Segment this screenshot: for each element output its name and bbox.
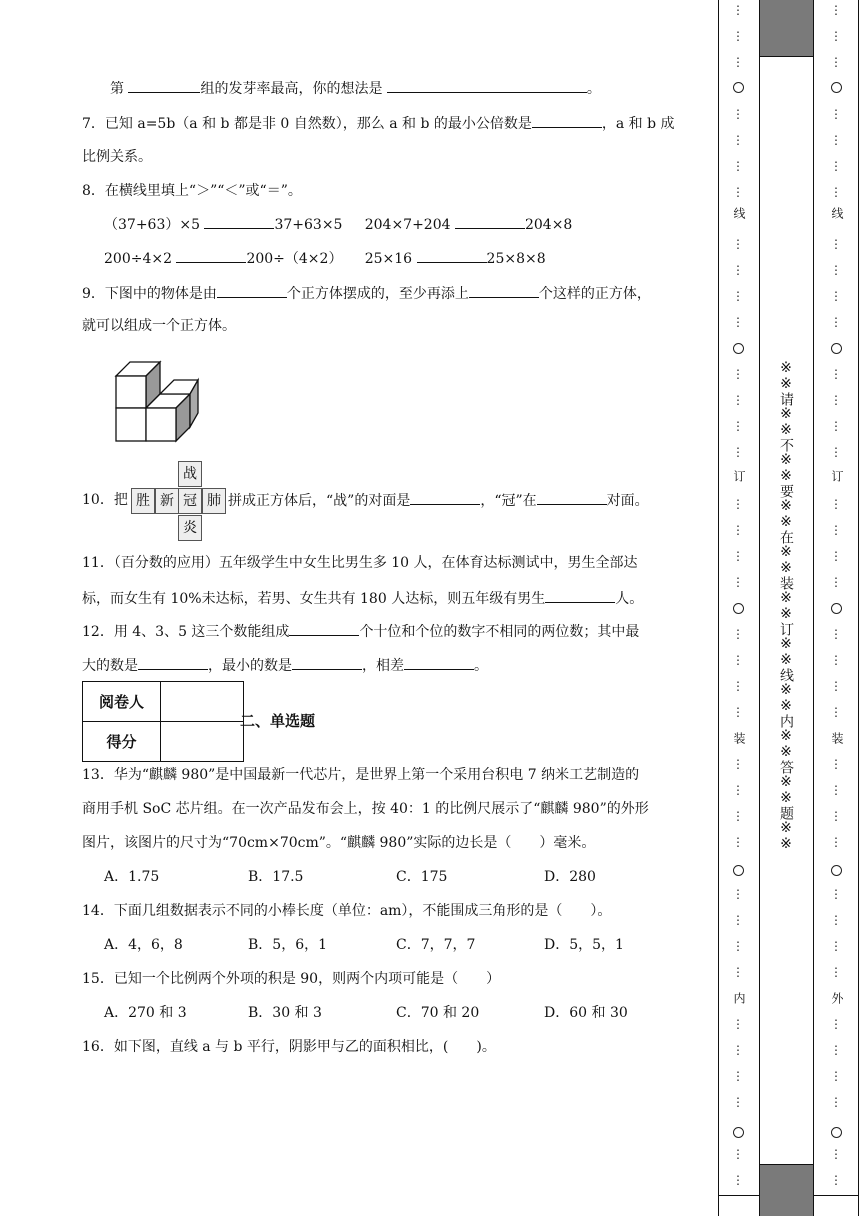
question-15: 15．已知一个比例两个外项的积是 90，则两个内项可能是（ ） [82, 971, 501, 987]
dotted-mark: ⋮ [732, 913, 744, 927]
dotted-mark: ⋮ [830, 575, 842, 589]
option-c[interactable]: C．70 和 20 [396, 1005, 480, 1021]
option-d[interactable]: D．60 和 30 [544, 1005, 628, 1021]
dotted-mark: ⋮ [830, 679, 842, 693]
dotted-mark: ⋮ [732, 107, 744, 121]
net-cell-bottom: 炎 [178, 515, 202, 541]
dotted-mark: ⋮ [830, 887, 842, 901]
dotted-mark: ⋮ [732, 809, 744, 823]
dotted-mark: ⋮ [830, 913, 842, 927]
option-d[interactable]: D．5，5，1 [544, 937, 624, 953]
dotted-mark: ⋮ [830, 1095, 842, 1109]
option-b[interactable]: B．5，6，1 [248, 937, 328, 953]
question-text: ，“冠”在 [480, 493, 537, 509]
dotted-mark: ⋮ [732, 55, 744, 69]
dotted-mark: ⋮ [830, 393, 842, 407]
binding-hole-icon [733, 603, 744, 614]
dotted-mark: ⋮ [732, 185, 744, 199]
binding-hole-icon [733, 82, 744, 93]
dotted-mark: ⋮ [732, 1173, 744, 1187]
question-10-a: 10．把 [82, 492, 128, 508]
dotted-mark: ⋮ [830, 107, 842, 121]
dotted-mark: ⋮ [732, 393, 744, 407]
dotted-mark: ⋮ [732, 679, 744, 693]
option-c[interactable]: C．175 [396, 869, 448, 885]
question-text: 人。 [615, 591, 644, 607]
question-11-cont [82, 588, 643, 609]
question-text: 。 [474, 658, 488, 674]
expr: 204×8 [524, 217, 573, 233]
net-cell-top: 战 [178, 461, 202, 487]
binding-hole-icon [831, 343, 842, 354]
dotted-mark: ⋮ [830, 445, 842, 459]
answer-blank[interactable] [410, 490, 480, 505]
dotted-mark: ⋮ [732, 1069, 744, 1083]
line-group-rate [110, 78, 601, 99]
outer-label: 订 [830, 470, 844, 482]
dotted-mark: ⋮ [830, 1069, 842, 1083]
dotted-mark: ⋮ [732, 887, 744, 901]
answer-blank[interactable] [417, 248, 487, 263]
dotted-mark: ⋮ [830, 549, 842, 563]
answer-blank[interactable] [537, 490, 607, 505]
dotted-mark: ⋮ [732, 367, 744, 381]
option-d[interactable]: D．280 [544, 869, 596, 885]
question-13-cont: 图片，该图片的尺寸为“70cm×70cm”。“麒麟 980”实际的边长是（ ）毫米。 [82, 835, 596, 851]
dotted-mark: ⋮ [732, 315, 744, 329]
answer-blank[interactable] [128, 78, 200, 93]
gray-block-top [760, 0, 813, 56]
dotted-mark: ⋮ [732, 757, 744, 771]
dotted-mark: ⋮ [732, 263, 744, 277]
question-8-row2 [104, 248, 546, 269]
net-cell: 肺 [202, 488, 226, 514]
dotted-mark: ⋮ [830, 159, 842, 173]
dotted-mark: ⋮ [732, 3, 744, 17]
answer-blank[interactable] [469, 283, 539, 298]
expr: 37+63×5 [274, 217, 343, 233]
dotted-mark: ⋮ [732, 237, 744, 251]
dotted-mark: ⋮ [732, 705, 744, 719]
border-line [760, 56, 813, 57]
inner-label: 订 [732, 470, 746, 482]
score-field[interactable] [161, 722, 244, 762]
inner-label: 装 [732, 732, 746, 744]
cube-stack-figure [110, 350, 210, 446]
answer-blank[interactable] [292, 655, 362, 670]
dotted-mark: ⋮ [830, 289, 842, 303]
dotted-mark: ⋮ [830, 783, 842, 797]
dotted-mark: ⋮ [732, 835, 744, 849]
dotted-mark: ⋮ [732, 627, 744, 641]
binding-hole-icon [831, 865, 842, 876]
border-line [813, 0, 814, 1216]
dotted-mark: ⋮ [830, 419, 842, 433]
reviewer-label: 阅卷人 [83, 682, 161, 722]
expr: 25×8×8 [486, 251, 546, 267]
section-title: 二、单选题 [240, 712, 316, 730]
answer-blank[interactable] [545, 588, 615, 603]
question-13-cont: 商用手机 SoC 芯片组。在一次产品发布会上，按 40：1 的比例尺展示了“麒麟 980”的外形 [82, 801, 649, 817]
answer-blank[interactable] [217, 283, 287, 298]
question-text: ，相差 [362, 658, 404, 674]
dotted-mark: ⋮ [732, 549, 744, 563]
dotted-mark: ⋮ [830, 705, 842, 719]
binding-hole-icon [831, 1127, 842, 1138]
dotted-mark: ⋮ [830, 367, 842, 381]
question-text: 7．已知 a=5b（a 和 b 都是非 0 自然数），那么 a 和 b 的最小公倍数是 [82, 116, 532, 132]
inner-label: 线 [732, 207, 746, 219]
outer-label: 线 [830, 207, 844, 219]
answer-blank[interactable] [138, 655, 208, 670]
question-10-b [228, 490, 649, 511]
dotted-mark: ⋮ [830, 523, 842, 537]
question-text: 个正方体摆成的，至少再添上 [286, 286, 469, 302]
dotted-mark: ⋮ [830, 653, 842, 667]
question-text: ，a 和 b 成 [601, 116, 675, 132]
dotted-mark: ⋮ [830, 939, 842, 953]
dotted-mark: ⋮ [732, 289, 744, 303]
dotted-mark: ⋮ [732, 1017, 744, 1031]
expr: （37+63）×5 [104, 217, 200, 233]
expr: 204×7+204 [364, 217, 451, 233]
dotted-mark: ⋮ [732, 29, 744, 43]
question-9-cont: 就可以组成一个正方体。 [82, 318, 236, 334]
dotted-mark: ⋮ [830, 1017, 842, 1031]
outer-label: 装 [830, 732, 844, 744]
question-text: 标，而女生有 10%未达标，若男、女生共有 180 人达标，则五年级有男生 [82, 591, 546, 607]
text: 第 [110, 81, 124, 97]
dotted-mark: ⋮ [732, 159, 744, 173]
dotted-mark: ⋮ [830, 1147, 842, 1161]
question-text: 9．下图中的物体是由 [82, 286, 217, 302]
dotted-mark: ⋮ [732, 445, 744, 459]
dotted-mark: ⋮ [732, 133, 744, 147]
text: 组的发芽率最高，你的想法是 [200, 81, 383, 97]
option-a[interactable]: A．270 和 3 [104, 1005, 187, 1021]
net-cell: 冠 [178, 488, 202, 514]
border-line [718, 0, 719, 1216]
dotted-mark: ⋮ [732, 419, 744, 433]
answer-blank[interactable] [404, 655, 474, 670]
question-text: 12．用 4、3、5 这三个数能组成 [82, 624, 290, 640]
dotted-mark: ⋮ [830, 1043, 842, 1057]
question-text: 个这样的正方体， [538, 286, 651, 302]
question-11: 11．（百分数的应用）五年级学生中女生比男生多 10 人，在体育达标测试中，男生全部达 [82, 555, 638, 571]
dotted-mark: ⋮ [732, 653, 744, 667]
question-14: 14．下面几组数据表示不同的小棒长度（单位：am），不能围成三角形的是（ ）。 [82, 903, 612, 919]
dotted-mark: ⋮ [830, 757, 842, 771]
binding-hole-icon [733, 1127, 744, 1138]
expr: 25×16 [364, 251, 413, 267]
option-b[interactable]: B．17.5 [248, 869, 304, 885]
dotted-mark: ⋮ [732, 965, 744, 979]
dotted-mark: ⋮ [732, 1043, 744, 1057]
border-line [759, 0, 760, 1216]
binding-hole-icon [733, 865, 744, 876]
dotted-mark: ⋮ [830, 55, 842, 69]
question-text: ，最小的数是 [208, 658, 292, 674]
option-b[interactable]: B．30 和 3 [248, 1005, 322, 1021]
dotted-mark: ⋮ [830, 29, 842, 43]
binding-hole-icon [831, 82, 842, 93]
binding-hole-icon [733, 343, 744, 354]
border-line [813, 1195, 858, 1196]
dotted-mark: ⋮ [830, 965, 842, 979]
expr: 200÷（4×2） [246, 251, 343, 267]
question-text: 大的数是 [82, 658, 138, 674]
question-12-cont [82, 655, 488, 676]
reviewer-field[interactable] [161, 682, 244, 722]
net-cell: 新 [155, 488, 179, 514]
border-line [760, 1164, 813, 1165]
expr: 200÷4×2 [104, 251, 172, 267]
inner-label: 内 [732, 992, 746, 1004]
question-7-cont: 比例关系。 [82, 149, 152, 165]
dotted-mark: ⋮ [732, 939, 744, 953]
dotted-mark: ⋮ [732, 783, 744, 797]
net-cell: 胜 [131, 488, 155, 514]
question-8-row1 [104, 214, 572, 235]
binding-notice: ※※请※※不※※要※※在※※装※※订※※线※※内※※答※※题※※ [778, 360, 794, 852]
question-16: 16．如下图，直线 a 与 b 平行，阴影甲与乙的面积相比，( )。 [82, 1039, 496, 1055]
answer-blank[interactable] [204, 214, 274, 229]
gray-block-bottom [760, 1164, 813, 1216]
dotted-mark: ⋮ [732, 1095, 744, 1109]
score-label: 得分 [83, 722, 161, 762]
binding-hole-icon [831, 603, 842, 614]
dotted-mark: ⋮ [830, 627, 842, 641]
text: 。 [586, 81, 601, 97]
answer-blank[interactable] [387, 78, 587, 93]
dotted-mark: ⋮ [830, 315, 842, 329]
dotted-mark: ⋮ [732, 1147, 744, 1161]
dotted-mark: ⋮ [732, 575, 744, 589]
question-text: 个十位和个位的数字不相同的两位数；其中最 [359, 624, 640, 640]
dotted-mark: ⋮ [830, 835, 842, 849]
question-text: 拼成正方体后，“战”的对面是 [228, 493, 411, 509]
border-line [718, 1195, 759, 1196]
answer-blank[interactable] [455, 214, 525, 229]
answer-blank[interactable] [176, 248, 246, 263]
dotted-mark: ⋮ [830, 237, 842, 251]
dotted-mark: ⋮ [830, 133, 842, 147]
dotted-mark: ⋮ [830, 1173, 842, 1187]
dotted-mark: ⋮ [830, 185, 842, 199]
border-line [858, 0, 859, 1216]
dotted-mark: ⋮ [830, 809, 842, 823]
answer-blank[interactable] [532, 113, 602, 128]
option-c[interactable]: C．7，7，7 [396, 937, 476, 953]
question-8: 8．在横线里填上“＞”“＜”或“＝”。 [82, 183, 302, 199]
question-text: 对面。 [606, 493, 649, 509]
dotted-mark: ⋮ [830, 263, 842, 277]
dotted-mark: ⋮ [830, 3, 842, 17]
option-a[interactable]: A．4，6，8 [104, 937, 183, 953]
question-13: 13．华为“麒麟 980”是中国最新一代芯片，是世界上第一个采用台积电 7 纳米工艺制造的 [82, 767, 640, 783]
dotted-mark: ⋮ [732, 497, 744, 511]
option-a[interactable]: A．1.75 [104, 869, 160, 885]
answer-blank[interactable] [289, 621, 359, 636]
question-12 [82, 621, 639, 642]
outer-label: 外 [830, 992, 844, 1004]
score-table [82, 681, 244, 762]
dotted-mark: ⋮ [830, 497, 842, 511]
question-7 [82, 113, 675, 134]
dotted-mark: ⋮ [732, 523, 744, 537]
question-9 [82, 283, 651, 304]
